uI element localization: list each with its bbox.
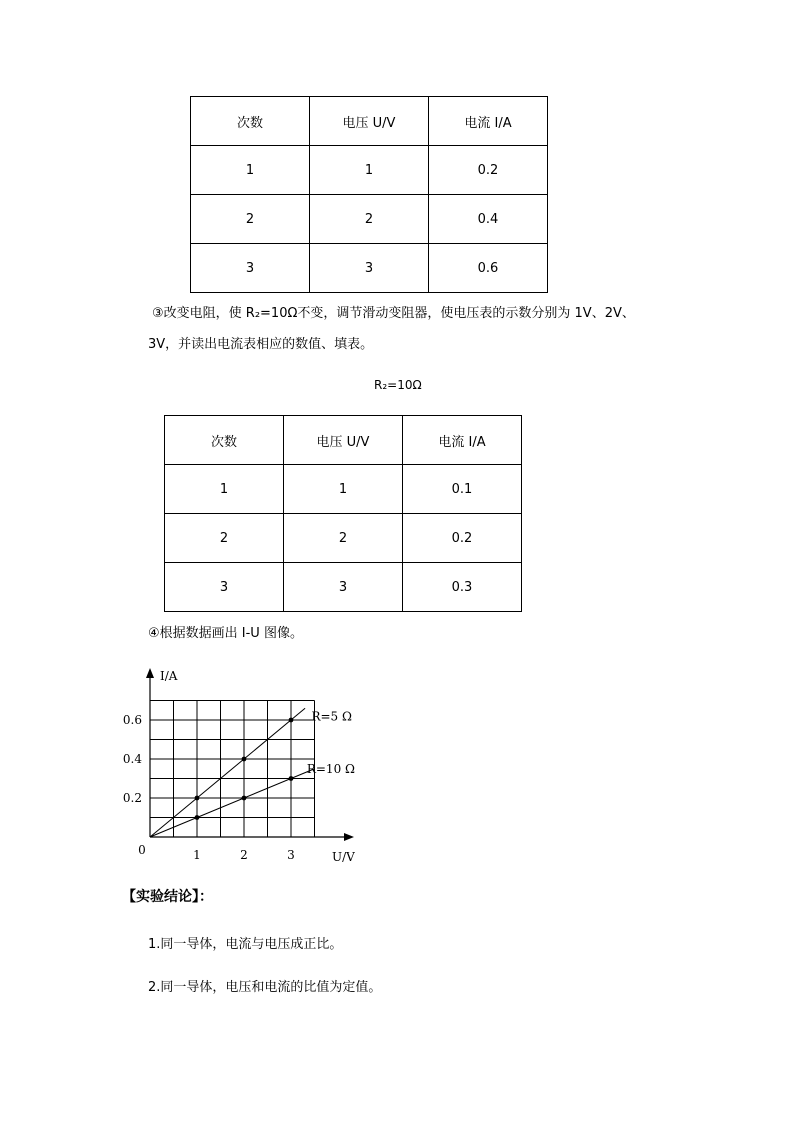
table-header-cell: 电流 I/A	[403, 416, 522, 465]
table-cell: 0.6	[429, 244, 548, 293]
table-cell: 3	[310, 244, 429, 293]
table-cell: 0.2	[429, 146, 548, 195]
x-tick-label: 2	[240, 848, 248, 862]
table-row	[165, 563, 522, 612]
table-cell: 3	[284, 563, 403, 612]
table-row	[191, 146, 548, 195]
table-header-cell: 次数	[191, 97, 310, 146]
series-label: R=10 Ω	[306, 761, 355, 776]
series-label: R=5 Ω	[311, 709, 352, 724]
origin-label: 0	[138, 843, 146, 857]
table-cell: 1	[191, 146, 310, 195]
table-row	[165, 465, 522, 514]
table-header-cell: 电压 U/V	[284, 416, 403, 465]
table-cell: 1	[165, 465, 284, 514]
x-axis-arrow	[344, 833, 354, 841]
y-tick-label: 0.4	[122, 752, 142, 766]
y-axis-label: I/A	[160, 669, 178, 683]
conclusion-item-2: 2.同一导体，电压和电流的比值为定值。	[148, 980, 382, 995]
table-cell: 3	[191, 244, 310, 293]
table-row	[191, 244, 548, 293]
x-axis-label: U/V	[332, 850, 355, 864]
table-cell: 0.1	[403, 465, 522, 514]
table-cell: 2	[165, 514, 284, 563]
i-u-graph	[100, 660, 380, 870]
table-cell: 0.3	[403, 563, 522, 612]
table-cell: 1	[284, 465, 403, 514]
table-row	[165, 514, 522, 563]
data-point	[242, 796, 247, 801]
y-tick-label: 0.6	[122, 713, 142, 727]
table-cell: 0.2	[403, 514, 522, 563]
table-header-row	[165, 416, 522, 465]
data-point	[289, 718, 294, 723]
table-header-cell: 电流 I/A	[429, 97, 548, 146]
table-header-cell: 次数	[165, 416, 284, 465]
x-tick-label: 1	[193, 848, 201, 862]
table-header-row	[191, 97, 548, 146]
table-cell: 0.4	[429, 195, 548, 244]
table-cell: 1	[310, 146, 429, 195]
data-point	[195, 796, 200, 801]
table-cell: 3	[165, 563, 284, 612]
table-cell: 2	[284, 514, 403, 563]
step4-text: ④根据数据画出 I-U 图像。	[148, 626, 303, 641]
step3-line-2: 3V，并读出电流表相应的数值、填表。	[148, 337, 374, 352]
y-tick-label: 0.2	[122, 791, 142, 805]
labels	[123, 669, 355, 864]
conclusion-item-1: 1.同一导体，电流与电压成正比。	[148, 937, 343, 952]
data-table-2	[164, 415, 522, 612]
data-point	[195, 815, 200, 820]
y-axis-arrow	[146, 668, 154, 678]
table-cell: 2	[310, 195, 429, 244]
table2-caption: R₂=10Ω	[374, 378, 422, 392]
conclusion-heading: 【实验结论】：	[122, 889, 213, 905]
data-point	[289, 776, 294, 781]
x-tick-label: 3	[287, 848, 295, 862]
data-point	[242, 757, 247, 762]
table-header-cell: 电压 U/V	[310, 97, 429, 146]
data-table-1	[190, 96, 548, 293]
table-row	[191, 195, 548, 244]
table-cell: 2	[191, 195, 310, 244]
step3-line-1: ③改变电阻，使 R₂=10Ω不变，调节滑动变阻器，使电压表的示数分别为 1V、2V、	[152, 306, 635, 321]
